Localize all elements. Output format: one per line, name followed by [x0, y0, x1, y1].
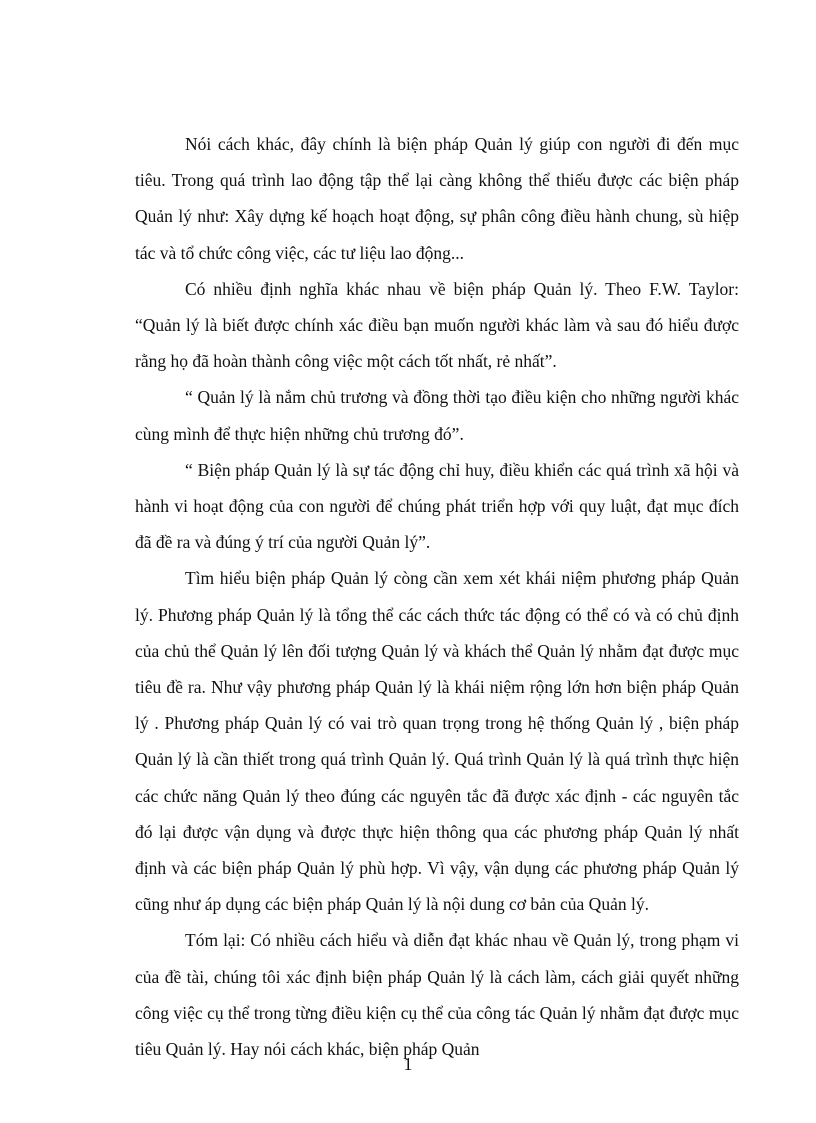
body-text	[135, 126, 739, 1067]
paragraph-5: Tìm hiểu biện pháp Quản lý còng cần xem xét khái niệm phương pháp Quản lý. Phương pháp Quản lý là tổng thể các cách thức tác động có thể có và có chủ định của chủ thể Quản lý lên đối tượng Quản lý và khách thể Quản lý nhằm đạt được mục tiêu đề ra. Như vậy phương pháp Quản lý là khái niệm rộng lớn hơn biện pháp Quản lý . Phương pháp Quản lý có vai trò quan trọng trong hệ thống Quản lý , biện pháp Quản lý là cần thiết trong quá trình Quản lý. Quá trình Quản lý là quá trình thực hiện các chức năng Quản lý theo đúng các nguyên tắc đã được xác định - các nguyên tắc đó lại được vận dụng và được thực hiện thông qua các phương pháp Quản lý nhất định và các biện pháp Quản lý phù hợp. Vì vậy, vận dụng các phương pháp Quản lý cũng như áp dụng các biện pháp Quản lý là nội dung cơ bản của Quản lý.	[135, 568, 739, 915]
page-number: 1	[403, 1054, 413, 1074]
paragraph-4: “ Biện pháp Quản lý là sự tác động chỉ huy, điều khiển các quá trình xã hội và hành vi hoạt động của con người để chúng phát triển hợp với quy luật, đạt mục đích đã đề ra và đúng ý trí của người Quản lý”.	[135, 459, 739, 553]
paragraph-2: Có nhiều định nghĩa khác nhau về biện pháp Quản lý. Theo F.W. Taylor: “Quản lý là biết được chính xác điều bạn muốn người khác làm và sau đó hiểu được rằng họ đã hoàn thành công việc một cách tốt nhất, rẻ nhất”.	[135, 278, 739, 372]
paragraph-3: “ Quản lý là nắm chủ trương và đồng thời tạo điều kiện cho những người khác cùng mình để thực hiện những chủ trương đó”.	[135, 387, 739, 444]
paragraph-6: Tóm lại: Có nhiều cách hiểu và diễn đạt khác nhau về Quản lý, trong phạm vi của đề tài, chúng tôi xác định biện pháp Quản lý là cách làm, cách giải quyết những công việc cụ thể trong từng điều kiện cụ thể của công tác Quản lý nhằm đạt được mục tiêu Quản lý. Hay nói cách khác, biện pháp Quản	[135, 930, 739, 1060]
paragraph-1: Nói cách khác, đây chính là biện pháp Quản lý giúp con người đi đến mục tiêu. Trong quá trình lao động tập thể lại càng không thể thiếu được các biện pháp Quản lý như: Xây dựng kế hoạch hoạt động, sự phân công điều hành chung, sù hiệp tác và tổ chức công việc, các tư liệu lao động...	[135, 134, 739, 263]
